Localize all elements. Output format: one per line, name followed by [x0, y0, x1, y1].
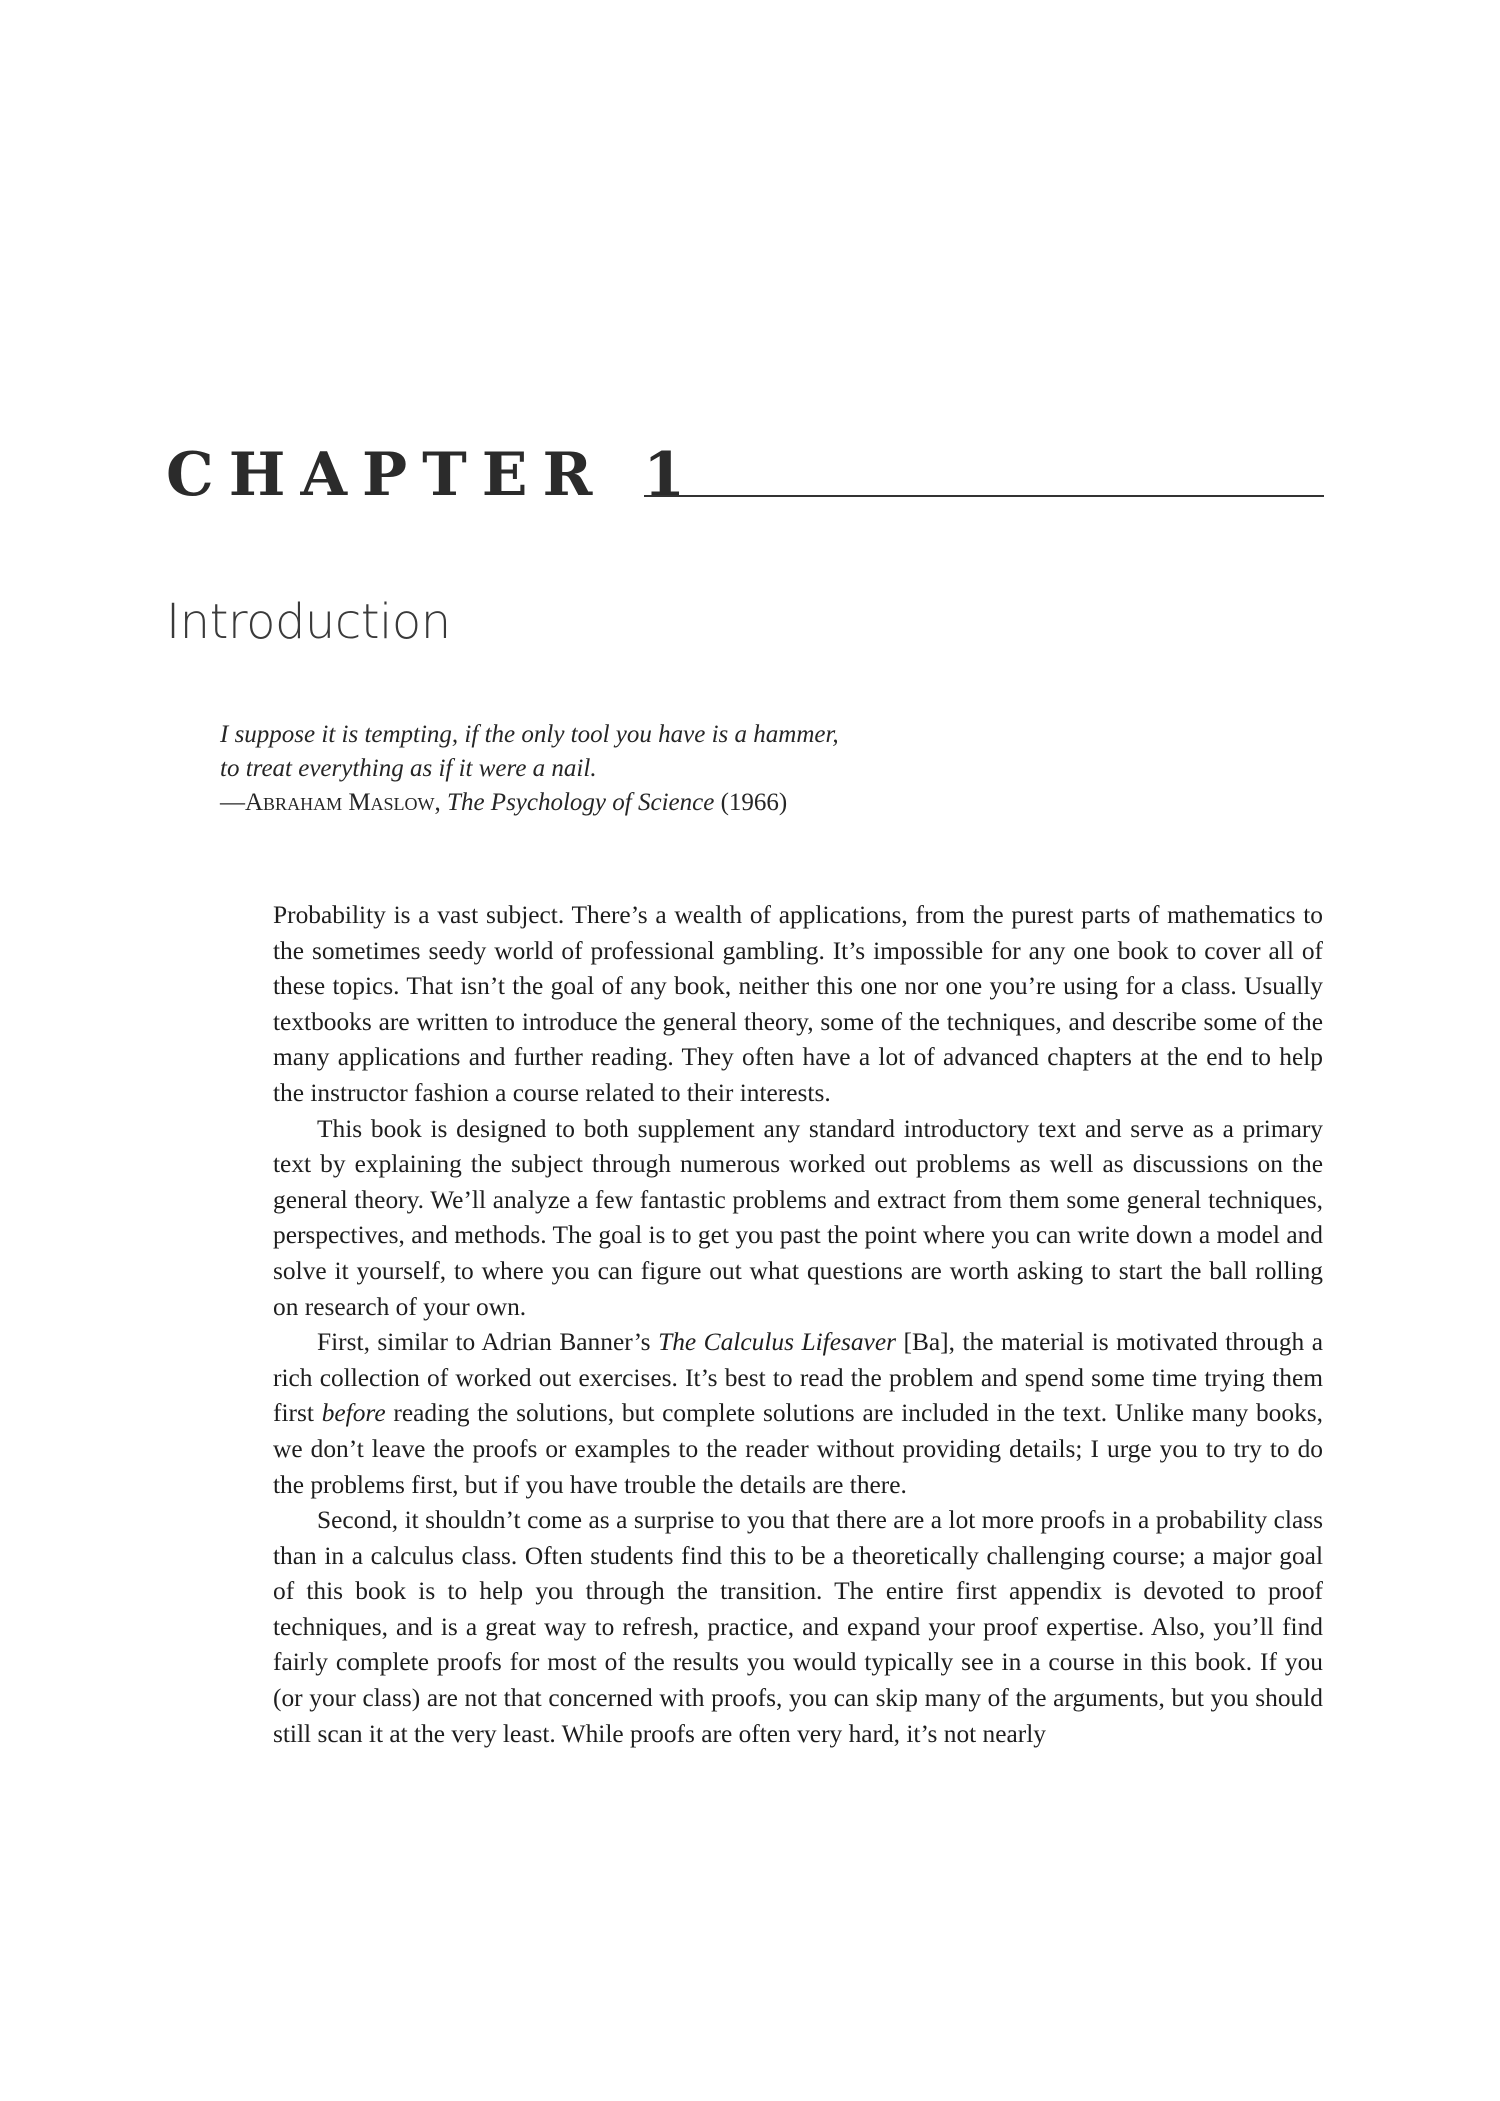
paragraph-3-part-c: reading the solutions, but complete solutions are included in the text. Unlike many books, we don’t leave the proofs or examples to the reader without providing details; I urge you to try to do the problems first, but if you have trouble the details are there.: [273, 1399, 1323, 1499]
attribution-dash: —: [220, 789, 245, 816]
epigraph: [220, 718, 1120, 820]
epigraph-line-2: [220, 752, 1120, 786]
emphasis-before: before: [321, 1399, 386, 1428]
epigraph-quote-2: to treat everything as if it were a nail.: [220, 755, 597, 782]
body-text: [273, 898, 1323, 1752]
chapter-label: CHAPTER 1: [166, 440, 700, 510]
epigraph-year: (1966): [714, 789, 788, 816]
epigraph-quote-1: I suppose it is tempting, if the only tool you have is a hammer,: [220, 721, 839, 748]
epigraph-work-title: The Psychology of Science: [447, 789, 715, 816]
epigraph-author: Abraham Maslow: [245, 789, 435, 816]
book-title-reference: The Calculus Lifesaver: [658, 1328, 896, 1357]
paragraph-3: [273, 1325, 1323, 1503]
attribution-separator: ,: [434, 789, 448, 816]
paragraph-3-part-a: First, similar to Adrian Banner’s: [317, 1328, 659, 1357]
paragraph-1: Probability is a vast subject. There’s a wealth of applications, from the purest parts of mathematics to the sometimes seedy world of professional gambling. It’s impossible for any one book to cover all of these topics. That isn’t the goal of any book, neither this one nor one you’re using for a class. Usually textbooks are written to introduce the general theory, some of the techniques, and describe some of the many applications and further reading. They often have a lot of advanced chapters at the end to help the instructor fashion a course related to their interests.: [273, 901, 1323, 1107]
epigraph-line-1: [220, 718, 1120, 752]
paragraph-4: Second, it shouldn’t come as a surprise to you that there are a lot more proofs in a probability class than in a calculus class. Often students find this to be a theoretically challenging course; a major goal of this book is to help you through the transition. The entire first appendix is devoted to proof techniques, and is a great way to refresh, practice, and expand your proof expertise. Also, you’ll find fairly complete proofs for most of the results you would typically see in a course in this book. If you (or your class) are not that concerned with proofs, you can skip many of the arguments, but you should still scan it at the very least. While proofs are often very hard, it’s not nearly: [273, 1506, 1323, 1748]
chapter-title: Introduction: [166, 594, 451, 650]
chapter-header: [166, 440, 1325, 510]
paragraph-2: This book is designed to both supplement any standard introductory text and serve as a primary text by explaining the subject through numerous worked out problems as well as discussions on the general theory. We’ll analyze a few fantastic problems and extract from them some general techniques, perspectives, and methods. The goal is to get you past the point where you can write down a model and solve it yourself, to where you can figure out what questions are worth asking to start the ball rolling on research of your own.: [273, 1114, 1323, 1321]
paragraph-3-part-b: [Ba], the material is motivated through a rich collection of worked out exercises. It’s best to read the problem and spend some time trying them first: [273, 1328, 1323, 1428]
chapter-rule: [644, 495, 1324, 497]
epigraph-attribution: [220, 786, 1120, 820]
